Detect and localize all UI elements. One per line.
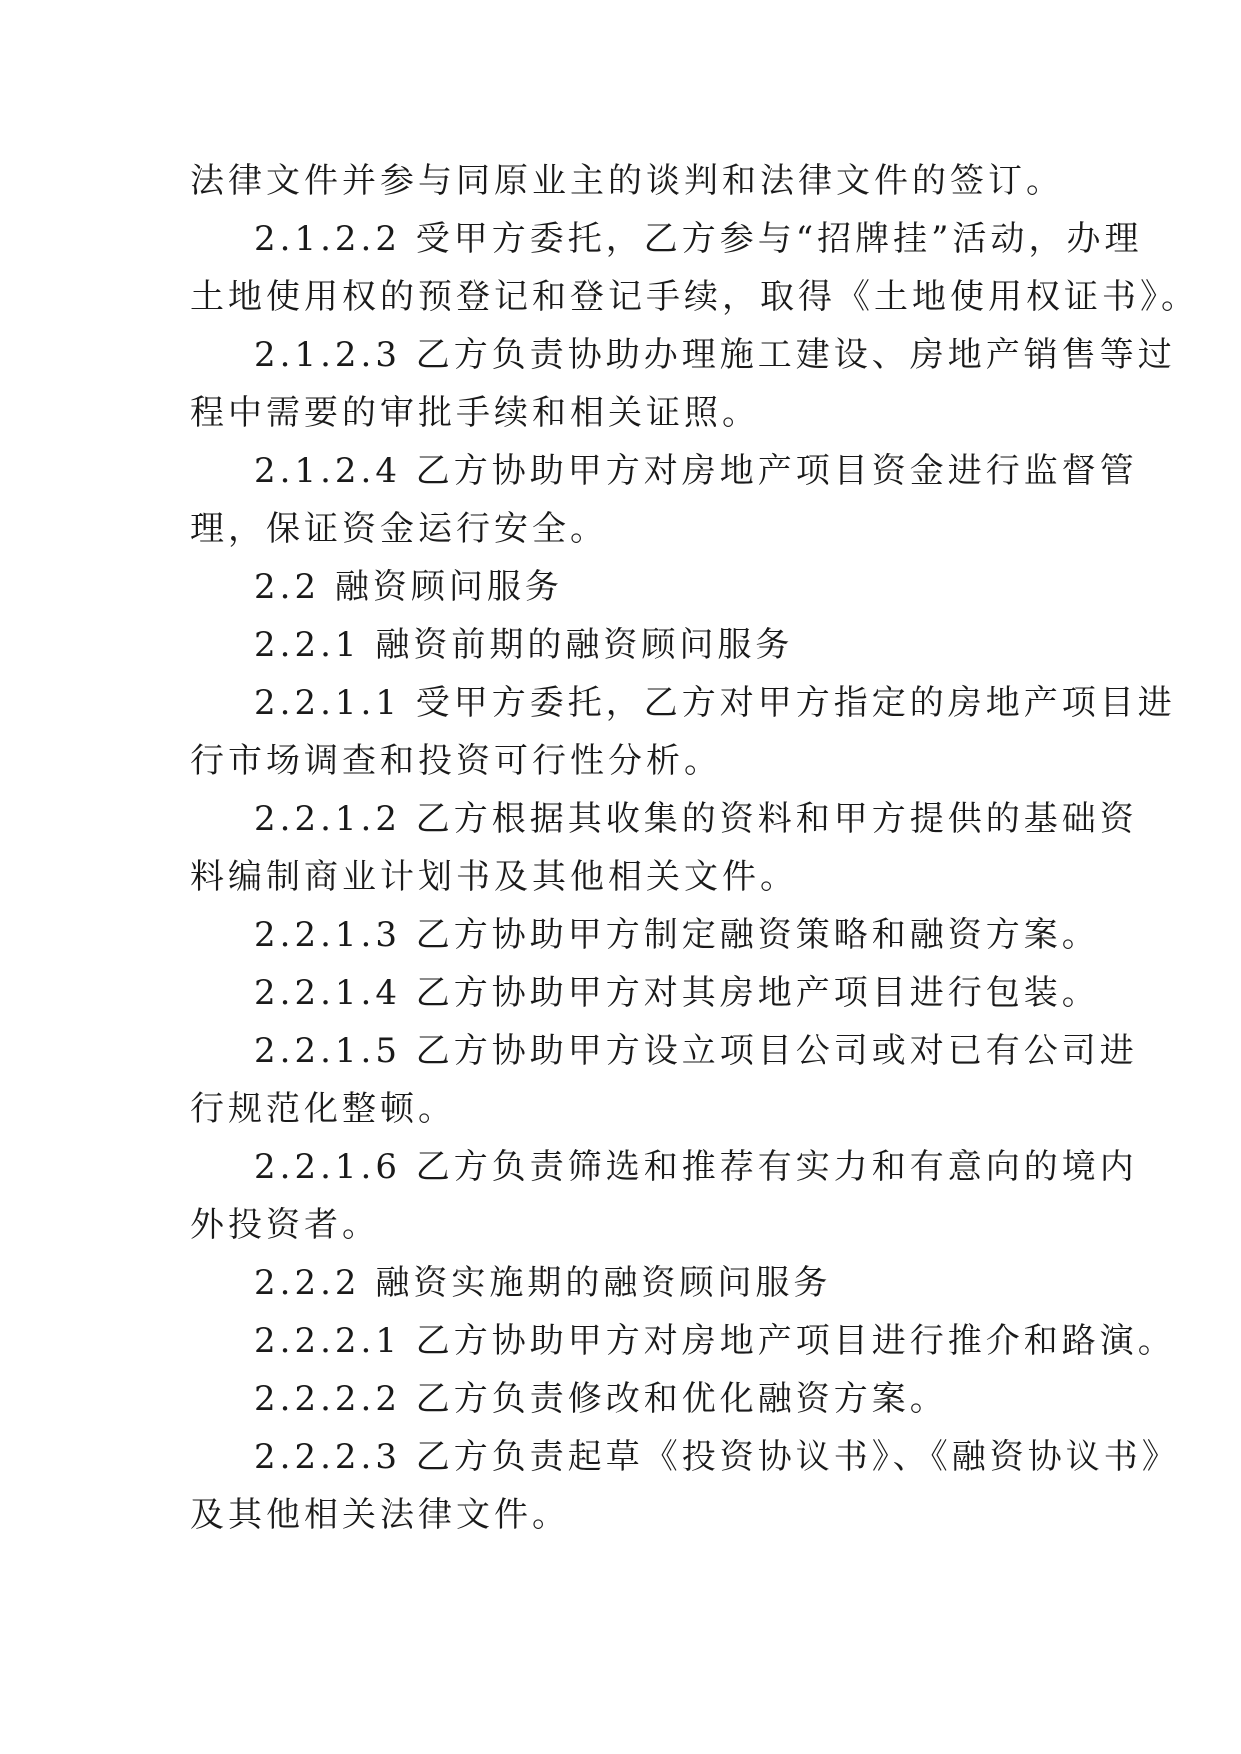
text-line: 2.1.2.3 乙方负责协助办理施工建设、房地产销售等过 <box>254 335 1176 375</box>
subsection-heading: 2.2.1 融资前期的融资顾问服务 <box>254 625 794 665</box>
section-heading: 2.2 融资顾问服务 <box>254 567 563 607</box>
text-line: 2.2.2.2 乙方负责修改和优化融资方案。 <box>254 1379 948 1419</box>
subsection-heading: 2.2.2 融资实施期的融资顾问服务 <box>254 1263 832 1303</box>
text-line: 2.1.2.4 乙方协助甲方对房地产项目资金进行监督管 <box>254 451 1138 491</box>
text-line: 2.2.1.5 乙方协助甲方设立项目公司或对已有公司进 <box>254 1031 1138 1071</box>
text-line: 2.2.1.6 乙方负责筛选和推荐有实力和有意向的境内 <box>254 1147 1138 1187</box>
text-line: 2.2.1.4 乙方协助甲方对其房地产项目进行包装。 <box>254 973 1100 1013</box>
text-line: 2.2.2.1 乙方协助甲方对房地产项目进行推介和路演。 <box>254 1321 1176 1361</box>
text-line: 2.2.1.3 乙方协助甲方制定融资策略和融资方案。 <box>254 915 1100 955</box>
text-line: 及其他相关法律文件。 <box>190 1495 570 1535</box>
text-line: 2.2.1.1 受甲方委托，乙方对甲方指定的房地产项目进 <box>254 683 1176 723</box>
document-body <box>190 152 1199 1544</box>
text-line: 行规范化整顿。 <box>190 1089 456 1129</box>
text-line: 程中需要的审批手续和相关证照。 <box>190 393 760 433</box>
text-line: 2.2.2.3 乙方负责起草《投资协议书》、《融资协议书》 <box>254 1437 1180 1477</box>
text-line: 2.1.2.2 受甲方委托，乙方参与“招牌挂”活动，办理 <box>254 219 1143 259</box>
text-line: 2.2.1.2 乙方根据其收集的资料和甲方提供的基础资 <box>254 799 1138 839</box>
text-line: 外投资者。 <box>190 1205 380 1245</box>
text-line: 理，保证资金运行安全。 <box>190 509 608 549</box>
text-line: 料编制商业计划书及其他相关文件。 <box>190 857 798 897</box>
text-line: 行市场调查和投资可行性分析。 <box>190 741 722 781</box>
text-line: 土地使用权的预登记和登记手续，取得《土地使用权证书》。 <box>190 277 1199 317</box>
text-line: 法律文件并参与同原业主的谈判和法律文件的签订。 <box>190 161 1064 201</box>
